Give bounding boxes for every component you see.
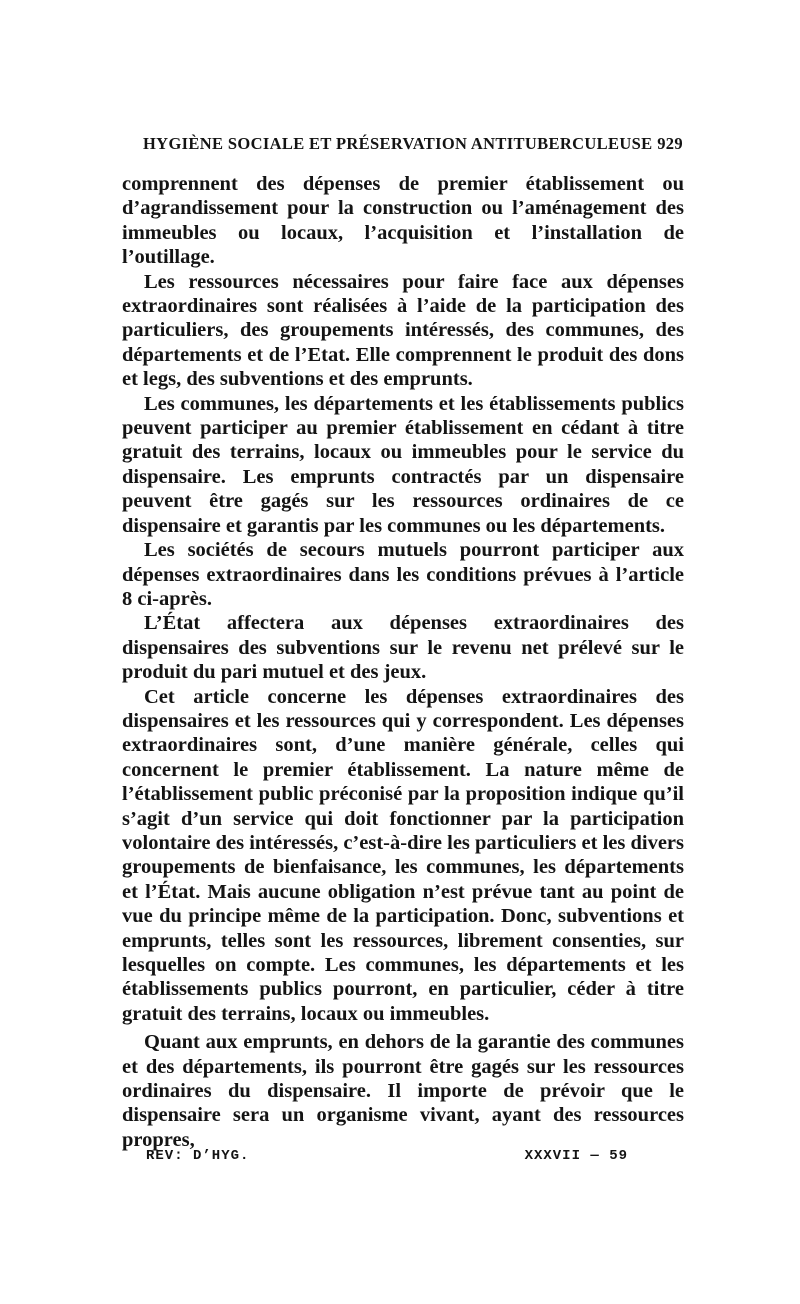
paragraph-emprunts: Quant aux emprunts, en dehors de la garantie des communes et des départements, ils pourront être gagés sur les ressources ordinaires du dispensaire. Il importe de prévoir que le dispensaire sera un organisme vivant, ayant des ressources propres,	[122, 1031, 684, 1151]
footer-signature-left: REV: D’HYG.	[146, 1148, 250, 1164]
page-number: 929	[657, 134, 683, 153]
page-footer	[146, 1148, 628, 1164]
running-header-title: HYGIÈNE SOCIALE ET PRÉSERVATION ANTITUBERCULEUSE	[143, 134, 653, 153]
running-header	[143, 134, 683, 154]
paragraph-communes: Les communes, les départements et les établissements publics peuvent participer au premier établissement en cédant à titre gratuit des terrains, locaux ou immeubles pour le service du dispensaire. Les emprunts contractés par un dispensaire peuvent être gagés sur les ressources ordinaires de ce dispensaire et garantis par les communes ou les départements.	[122, 392, 684, 537]
paragraph-etat-subventions: L’État affectera aux dépenses extraordinaires des dispensaires des subventions sur le revenu net prélevé sur le produit du pari mutuel et des jeux.	[122, 612, 684, 684]
footer-signature-right: XXXVII — 59	[524, 1148, 628, 1164]
paragraph-continuation: comprennent des dépenses de premier établissement ou d’agrandissement pour la construction ou l’aménagement des immeubles ou locaux, l’acquisition et l’installation de l’outillage.	[122, 173, 684, 269]
paragraph-commentary: Cet article concerne les dépenses extraordinaires des dispensaires et les ressources qui y correspondent. Les dépenses extraordinaires sont, d’une manière générale, celles qui concernent le premier établissement. La nature même de l’établissement public préconisé par la proposition indique qu’il s’agit d’un service qui doit fonctionner par la participation volontaire des intéressés, c’est-à-dire les particuliers et les divers groupements de bienfaisance, les communes, les départements et l’État. Mais aucune obligation n’est prévue tant au point de vue du principe même de la participation. Donc, subventions et emprunts, telles sont les ressources, librement consenties, sur lesquelles on compte. Les communes, les départements et les établissements publics pourront, en particulier, céder à titre gratuit des terrains, locaux ou immeubles.	[122, 685, 684, 1025]
paragraph-societes-secours: Les sociétés de secours mutuels pourront participer aux dépenses extraordinaires dans les conditions prévues à l’article 8 ci-après.	[122, 539, 684, 610]
paragraph-ressources: Les ressources nécessaires pour faire face aux dépenses extraordinaires sont réalisées à l’aide de la participation des particuliers, des groupements intéressés, des communes, des départements et de l’Etat. Elle comprennent le produit des dons et legs, des subventions et des emprunts.	[122, 270, 684, 391]
body-text	[122, 172, 684, 1152]
